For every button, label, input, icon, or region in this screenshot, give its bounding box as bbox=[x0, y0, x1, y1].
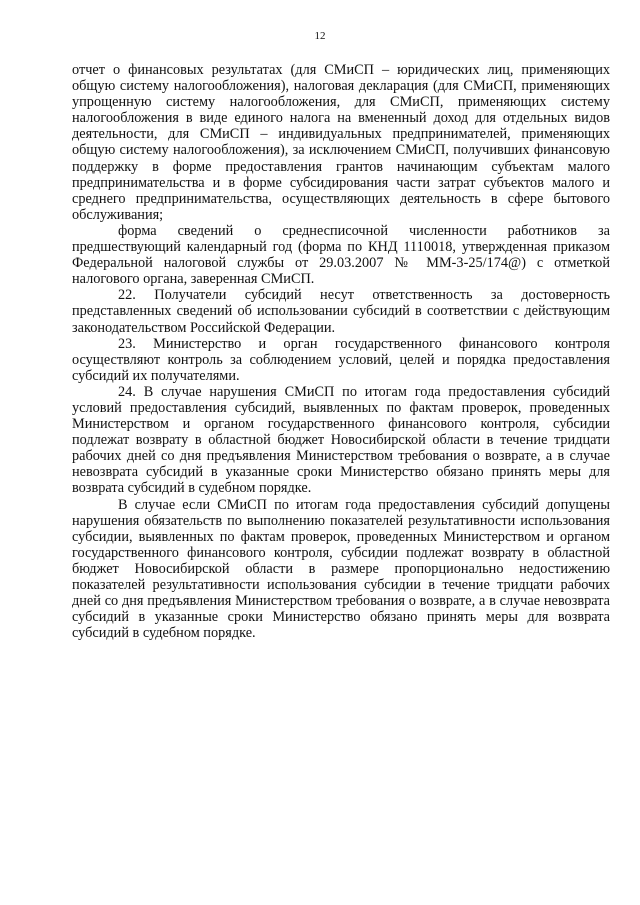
paragraph-23-control: 23. Министерство и орган государственного финансового контроля осуществляют контроль за соблюдением условий, целей и порядка предоставления субсидий их получателями. bbox=[72, 335, 610, 384]
paragraph-22-responsibility: 22. Получатели субсидий несут ответственность за достоверность представленных сведений об использовании субсидий в соответствии с действующим законодательством Российской Федерации. bbox=[72, 287, 610, 336]
paragraph-employee-count-form: форма сведений о среднесписочной численности работников за предшествующий календарный год (форма по КНД 1110018, утвержденная приказом Федеральной налоговой службы от 29.03.2007 № ММ-3-25/174@) с отметкой налогового органа, заверенная СМиСП. bbox=[72, 222, 610, 288]
paragraph-report-list-item: отчет о финансовых результатах (для СМиСП – юридических лиц, применяющих общую систему налогообложения), налоговая декларация (для СМиСП, применяющих упрощенную систему налогообложения, для СМиСП, применяющих систему налогообложения в виде единого налога на вмененный доход для отдельных видов деятельности, для СМиСП – индивидуальных предпринимателей, применяющих общую систему налогообложения), за исключением СМиСП, получивших финансовую поддержку в форме предоставления грантов начинающим субъектам малого предпринимательства и в форме субсидирования части затрат субъектов малого и среднего предпринимательства, осуществляющих деятельность в сфере бытового обслуживания; bbox=[72, 62, 610, 223]
paragraph-24-violation: 24. В случае нарушения СМиСП по итогам года предоставления субсидий условий предоставления субсидий, выявленных по фактам проверок, проведенных Министерством и органом государственного финансового контроля, субсидии подлежат возврату в областной бюджет Новосибирской области в течение тридцати рабочих дней со дня предъявления Министерством требования о возврате, а в случае невозврата субсидий в указанные сроки Министерство обязано принять меры для возврата субсидий в судебном порядке. bbox=[72, 383, 610, 497]
paragraph-performance-violation: В случае если СМиСП по итогам года предоставления субсидий допущены нарушения обязательств по выполнению показателей результативности использования субсидии, выявленных по фактам проверок, проведенных Министерством и органом государственного финансового контроля, субсидии подлежат возврату в областной бюджет Новосибирской области в размере пропорционально недостижению показателей результативности использования субсидии в течение тридцати рабочих дней со дня предъявления Министерством требования о возврате, а в случае невозврата субсидий в указанные сроки Министерство обязано принять меры для возврата субсидий в судебном порядке. bbox=[72, 496, 610, 642]
page-number: 12 bbox=[314, 30, 326, 42]
document-body bbox=[72, 62, 610, 641]
